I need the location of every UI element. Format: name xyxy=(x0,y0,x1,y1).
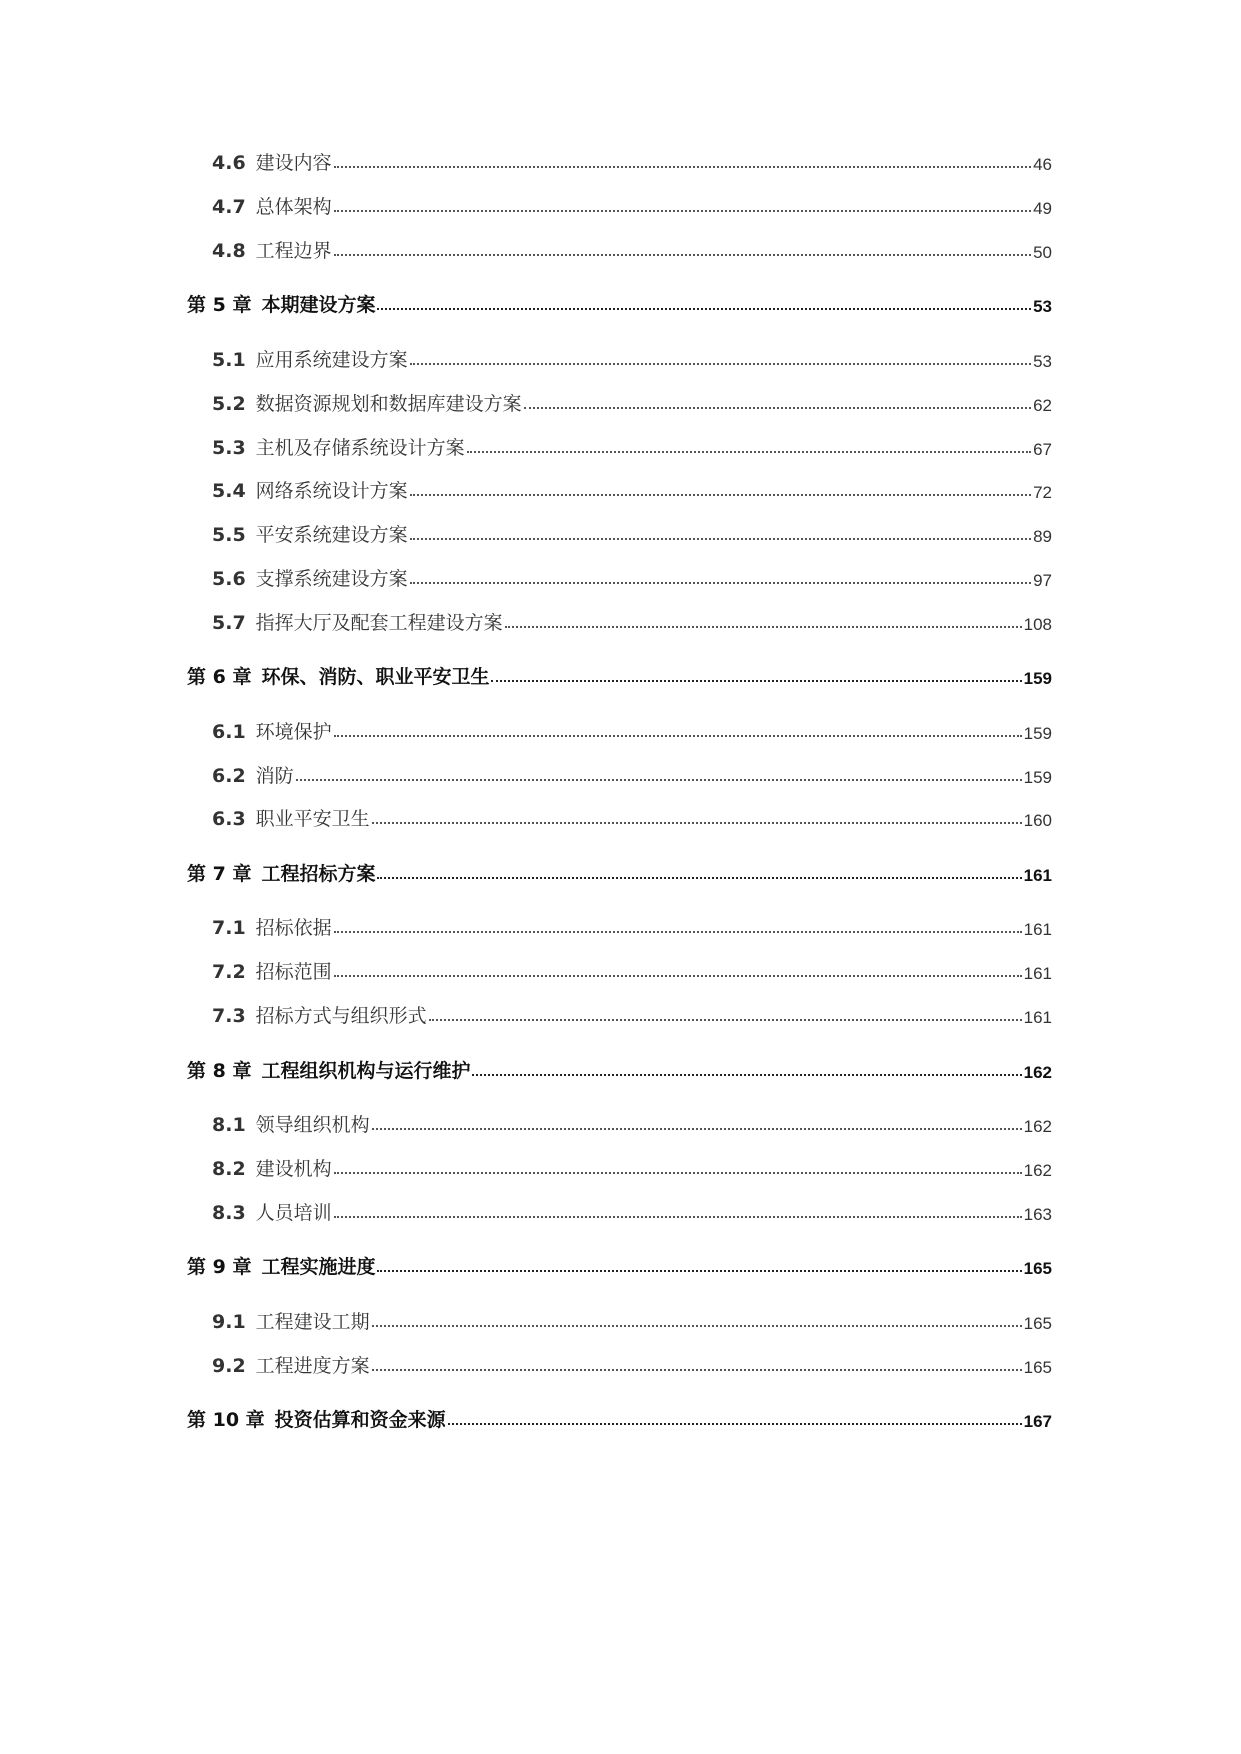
toc-section-entry[interactable] xyxy=(0,189,1241,219)
toc-entry-number: 4.8 xyxy=(212,240,246,262)
toc-section-entry[interactable] xyxy=(0,145,1241,175)
toc-entry-label xyxy=(0,389,522,416)
dot-leader xyxy=(491,680,1021,682)
toc-entry-number: 9.2 xyxy=(212,1355,246,1377)
toc-entry-label xyxy=(0,433,465,460)
dot-leader xyxy=(410,363,1031,365)
toc-entry-number: 5.1 xyxy=(212,349,246,371)
toc-entry-label xyxy=(0,148,332,175)
toc-entry-number: 8.2 xyxy=(212,1158,246,1180)
toc-entry-label xyxy=(0,236,332,263)
toc-section-entry[interactable] xyxy=(0,1304,1241,1334)
toc-entry-number: 6.2 xyxy=(212,765,246,787)
toc-page-number: 53 xyxy=(1033,297,1052,316)
dot-leader xyxy=(334,254,1031,256)
toc-page-number: 161 xyxy=(1023,920,1052,939)
toc-entry-title: 招标方式与组织形式 xyxy=(255,1005,427,1027)
dot-leader xyxy=(296,779,1022,781)
toc-section-entry[interactable] xyxy=(0,605,1241,635)
toc-entry-number: 9.1 xyxy=(212,1311,246,1333)
toc-entry-number: 6.3 xyxy=(212,808,246,830)
toc-page-number: 161 xyxy=(1023,1008,1052,1027)
toc-entry-number: 4.7 xyxy=(212,196,246,218)
toc-entry-label xyxy=(0,1307,370,1334)
toc-page-number: 163 xyxy=(1023,1205,1052,1224)
toc-entry-label xyxy=(0,1252,375,1279)
toc-entry-number: 7.3 xyxy=(212,1005,246,1027)
toc-entry-number: 5.6 xyxy=(212,568,246,590)
dot-leader xyxy=(410,538,1031,540)
toc-section-entry[interactable] xyxy=(0,233,1241,263)
toc-entry-title: 主机及存储系统设计方案 xyxy=(255,437,465,459)
toc-chapter-entry[interactable] xyxy=(0,1053,1241,1083)
toc-entry-label xyxy=(0,192,332,219)
dot-leader xyxy=(372,1369,1022,1371)
toc-section-entry[interactable] xyxy=(0,561,1241,591)
dot-leader xyxy=(377,1270,1021,1272)
toc-section-entry[interactable] xyxy=(0,954,1241,984)
dot-leader xyxy=(334,931,1022,933)
toc-page-number: 49 xyxy=(1033,199,1052,218)
toc-entry-title: 工程进度方案 xyxy=(255,1355,370,1377)
toc-entry-number: 4.6 xyxy=(212,152,246,174)
toc-page-number: 97 xyxy=(1033,571,1052,590)
toc-entry-title: 工程建设工期 xyxy=(255,1311,370,1333)
toc-chapter-entry[interactable] xyxy=(0,1249,1241,1279)
toc-entry-label xyxy=(0,761,294,788)
toc-entry-title: 招标范围 xyxy=(255,961,332,983)
toc-entry-number: 8.1 xyxy=(212,1114,246,1136)
toc-entry-label xyxy=(0,520,408,547)
toc-entry-number: 5.7 xyxy=(212,612,246,634)
toc-entry-label xyxy=(0,1110,370,1137)
toc-section-entry[interactable] xyxy=(0,430,1241,460)
dot-leader xyxy=(372,822,1022,824)
toc-entry-label xyxy=(0,1198,332,1225)
toc-entry-label xyxy=(0,717,332,744)
toc-page-number: 67 xyxy=(1033,440,1052,459)
toc-entry-number: 5.5 xyxy=(212,524,246,546)
toc-page-number: 159 xyxy=(1023,669,1052,688)
toc-entry-number: 5.4 xyxy=(212,480,246,502)
toc-entry-number: 第 9 章 xyxy=(187,1256,252,1278)
toc-entry-title: 投资估算和资金来源 xyxy=(274,1409,446,1431)
dot-leader xyxy=(410,494,1031,496)
toc-entry-title: 本期建设方案 xyxy=(261,294,376,316)
toc-entry-title: 消防 xyxy=(255,765,294,787)
toc-page-number: 162 xyxy=(1023,1161,1052,1180)
toc-entry-number: 8.3 xyxy=(212,1202,246,1224)
toc-page-number: 160 xyxy=(1023,811,1052,830)
toc-page-number: 159 xyxy=(1023,768,1052,787)
dot-leader xyxy=(472,1074,1021,1076)
toc-entry-title: 平安系统建设方案 xyxy=(255,524,408,546)
dot-leader xyxy=(372,1325,1022,1327)
dot-leader xyxy=(505,626,1022,628)
dot-leader xyxy=(377,877,1021,879)
toc-page-number: 165 xyxy=(1023,1314,1052,1333)
toc-entry-label xyxy=(0,1001,427,1028)
toc-entry-label xyxy=(0,1154,332,1181)
toc-entry-number: 7.1 xyxy=(212,917,246,939)
toc-entry-label xyxy=(0,662,489,689)
toc-entry-number: 第 6 章 xyxy=(187,666,252,688)
toc-entry-number: 第 5 章 xyxy=(187,294,252,316)
toc-page-number: 62 xyxy=(1033,396,1052,415)
toc-entry-title: 职业平安卫生 xyxy=(255,808,370,830)
dot-leader xyxy=(334,210,1031,212)
toc-entry-title: 建设内容 xyxy=(255,152,332,174)
dot-leader xyxy=(467,451,1031,453)
dot-leader xyxy=(334,1216,1022,1218)
dot-leader xyxy=(334,975,1022,977)
toc-page-number: 167 xyxy=(1023,1412,1052,1431)
toc-chapter-entry[interactable] xyxy=(0,659,1241,689)
toc-entry-number: 第 7 章 xyxy=(187,863,252,885)
toc-section-entry[interactable] xyxy=(0,801,1241,831)
toc-page-number: 165 xyxy=(1023,1259,1052,1278)
toc-entry-number: 5.2 xyxy=(212,393,246,415)
dot-leader xyxy=(334,735,1022,737)
toc-entry-label xyxy=(0,476,408,503)
toc-entry-label xyxy=(0,1405,446,1432)
toc-section-entry[interactable] xyxy=(0,517,1241,547)
toc-section-entry[interactable] xyxy=(0,910,1241,940)
toc-page-number: 161 xyxy=(1023,964,1052,983)
toc-entry-label xyxy=(0,564,408,591)
dot-leader xyxy=(429,1019,1022,1021)
toc-section-entry[interactable] xyxy=(0,1195,1241,1225)
dot-leader xyxy=(334,1172,1022,1174)
toc-entry-title: 工程边界 xyxy=(255,240,332,262)
toc-entry-title: 环保、消防、职业平安卫生 xyxy=(261,666,490,688)
toc-page-number: 108 xyxy=(1023,615,1052,634)
toc-entry-title: 招标依据 xyxy=(255,917,332,939)
toc-entry-label xyxy=(0,804,370,831)
toc-page-number: 162 xyxy=(1023,1063,1052,1082)
toc-chapter-entry[interactable] xyxy=(0,856,1241,886)
dot-leader xyxy=(448,1423,1022,1425)
dot-leader xyxy=(524,407,1031,409)
toc-entry-title: 人员培训 xyxy=(255,1202,332,1224)
dot-leader xyxy=(372,1128,1022,1130)
toc-page-number: 50 xyxy=(1033,243,1052,262)
toc-entry-title: 网络系统设计方案 xyxy=(255,480,408,502)
toc-section-entry[interactable] xyxy=(0,473,1241,503)
toc-entry-label xyxy=(0,957,332,984)
toc-entry-title: 工程招标方案 xyxy=(261,863,376,885)
toc-page-number: 53 xyxy=(1033,352,1052,371)
toc-entry-number: 7.2 xyxy=(212,961,246,983)
toc-section-entry[interactable] xyxy=(0,1107,1241,1137)
toc-entry-title: 工程实施进度 xyxy=(261,1256,376,1278)
toc-section-entry[interactable] xyxy=(0,1151,1241,1181)
toc-section-entry[interactable] xyxy=(0,1348,1241,1378)
toc-entry-label xyxy=(0,1351,370,1378)
toc-entry-title: 环境保护 xyxy=(255,721,332,743)
toc-entry-label xyxy=(0,608,503,635)
toc-entry-label xyxy=(0,345,408,372)
toc-entry-title: 应用系统建设方案 xyxy=(255,349,408,371)
toc-chapter-entry[interactable] xyxy=(0,287,1241,317)
toc-section-entry[interactable] xyxy=(0,386,1241,416)
toc-entry-label xyxy=(0,859,375,886)
toc-entry-title: 支撑系统建设方案 xyxy=(255,568,408,590)
toc-page-number: 165 xyxy=(1023,1358,1052,1377)
toc-page-number: 161 xyxy=(1023,866,1052,885)
toc-entry-title: 指挥大厅及配套工程建设方案 xyxy=(255,612,503,634)
toc-entry-number: 5.3 xyxy=(212,437,246,459)
toc-entry-title: 数据资源规划和数据库建设方案 xyxy=(255,393,522,415)
toc-section-entry[interactable] xyxy=(0,342,1241,372)
dot-leader xyxy=(410,582,1031,584)
toc-page-number: 72 xyxy=(1033,483,1052,502)
toc-entry-title: 建设机构 xyxy=(255,1158,332,1180)
toc-section-entry[interactable] xyxy=(0,758,1241,788)
toc-entry-label xyxy=(0,1056,470,1083)
toc-entry-number: 第 8 章 xyxy=(187,1060,252,1082)
toc-entry-title: 领导组织机构 xyxy=(255,1114,370,1136)
toc-section-entry[interactable] xyxy=(0,998,1241,1028)
toc-chapter-entry[interactable] xyxy=(0,1402,1241,1432)
dot-leader xyxy=(334,166,1031,168)
toc-entry-title: 总体架构 xyxy=(255,196,332,218)
dot-leader xyxy=(377,308,1031,310)
toc-entry-title: 工程组织机构与运行维护 xyxy=(261,1060,471,1082)
toc-entry-number: 6.1 xyxy=(212,721,246,743)
toc-page-number: 159 xyxy=(1023,724,1052,743)
toc-section-entry[interactable] xyxy=(0,714,1241,744)
toc-page-number: 89 xyxy=(1033,527,1052,546)
toc-page-number: 162 xyxy=(1023,1117,1052,1136)
toc-entry-number: 第 10 章 xyxy=(187,1409,265,1431)
toc-entry-label xyxy=(0,913,332,940)
toc-page-number: 46 xyxy=(1033,155,1052,174)
toc-entry-label xyxy=(0,290,375,317)
